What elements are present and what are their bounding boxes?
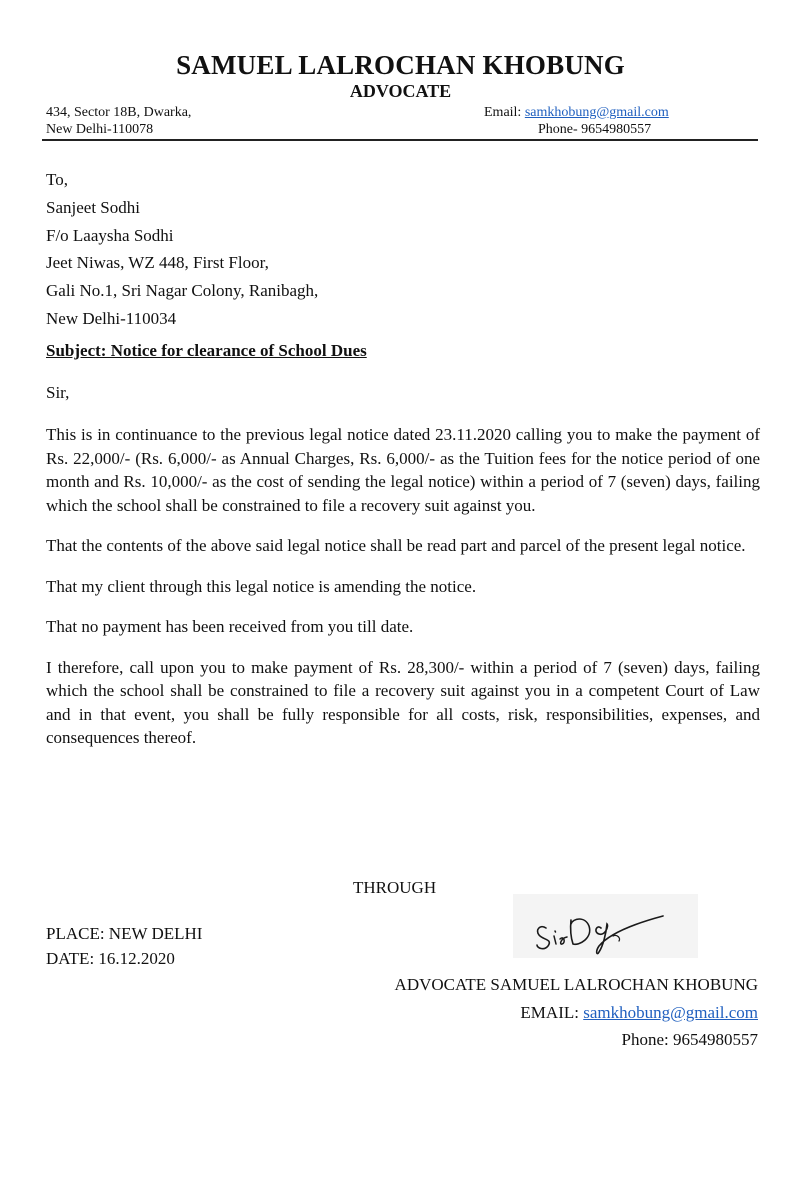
body-paragraph: I therefore, call upon you to make payment of Rs. 28,300/- within a period of 7 (seven) days, failing which the school shall be constrained to file a recovery suit against you in a competent Court of Law and in that event, you shall be fully responsible for all costs, risk, responsibilities, expenses, and consequences thereof.: [46, 657, 760, 747]
phone-line: Phone- 9654980557: [538, 122, 652, 137]
signatory-name: ADVOCATE SAMUEL LALROCHAN KHOBUNG: [394, 975, 758, 994]
letterhead-title: ADVOCATE: [349, 81, 452, 101]
body-paragraph: This is in continuance to the previous legal notice dated 23.11.2020 calling you to make the payment of Rs. 22,000/- (Rs. 6,000/- as Annual Charges, Rs. 6,000/- as the Tuition fees for the notice period of one month and Rs. 10,000/- as the cost of sending the legal notice) within a period of 7 (seven) days, failing which the school shall be constrained to file a recovery suit against you.: [46, 425, 760, 515]
recipient-line: Jeet Niwas, WZ 448, First Floor,: [46, 253, 269, 273]
recipient-line: Sanjeet Sodhi: [46, 197, 140, 217]
recipient-line: New Delhi-110034: [46, 308, 177, 328]
address-line: 434, Sector 18B, Dwarka,: [46, 105, 192, 120]
signatory-phone: Phone: 9654980557: [621, 1030, 758, 1049]
email-label: Email:: [484, 105, 525, 120]
recipient-block: [46, 166, 318, 333]
signatory-email-link[interactable]: samkhobung@gmail.com: [583, 1002, 758, 1022]
place-date-block: [46, 921, 202, 971]
place-line: PLACE: NEW DELHI: [46, 924, 203, 943]
header-divider: [42, 139, 758, 141]
signature-scribble-icon: [513, 894, 698, 958]
address-line: New Delhi-110078: [46, 122, 154, 137]
through-label: THROUGH: [353, 878, 437, 897]
recipient-line: Gali No.1, Sri Nagar Colony, Ranibagh,: [46, 281, 319, 301]
salutation: Sir,: [46, 383, 70, 402]
to-line: To,: [46, 170, 68, 189]
signatory-block: [395, 971, 758, 1054]
letterhead-name: SAMUEL LALROCHAN KHOBUNG: [176, 50, 625, 80]
letterhead-address: [46, 104, 191, 138]
handwritten-signature: [513, 894, 698, 958]
body-paragraph: That no payment has been received from you till date.: [46, 617, 414, 636]
header-email-link[interactable]: samkhobung@gmail.com: [524, 105, 669, 120]
recipient-line: F/o Laaysha Sodhi: [46, 225, 174, 245]
date-line: DATE: 16.12.2020: [46, 949, 175, 968]
signatory-email-label: EMAIL:: [520, 1002, 584, 1022]
subject-line: Subject: Notice for clearance of School Dues: [46, 341, 367, 360]
email-line: [484, 104, 669, 121]
letterhead-contact: [484, 104, 669, 138]
notice-body: [46, 423, 760, 767]
body-paragraph: That the contents of the above said legal notice shall be read part and parcel of the present legal notice.: [46, 536, 746, 555]
signatory-email-line: [395, 999, 758, 1027]
body-paragraph: That my client through this legal notice is amending the notice.: [46, 576, 477, 596]
